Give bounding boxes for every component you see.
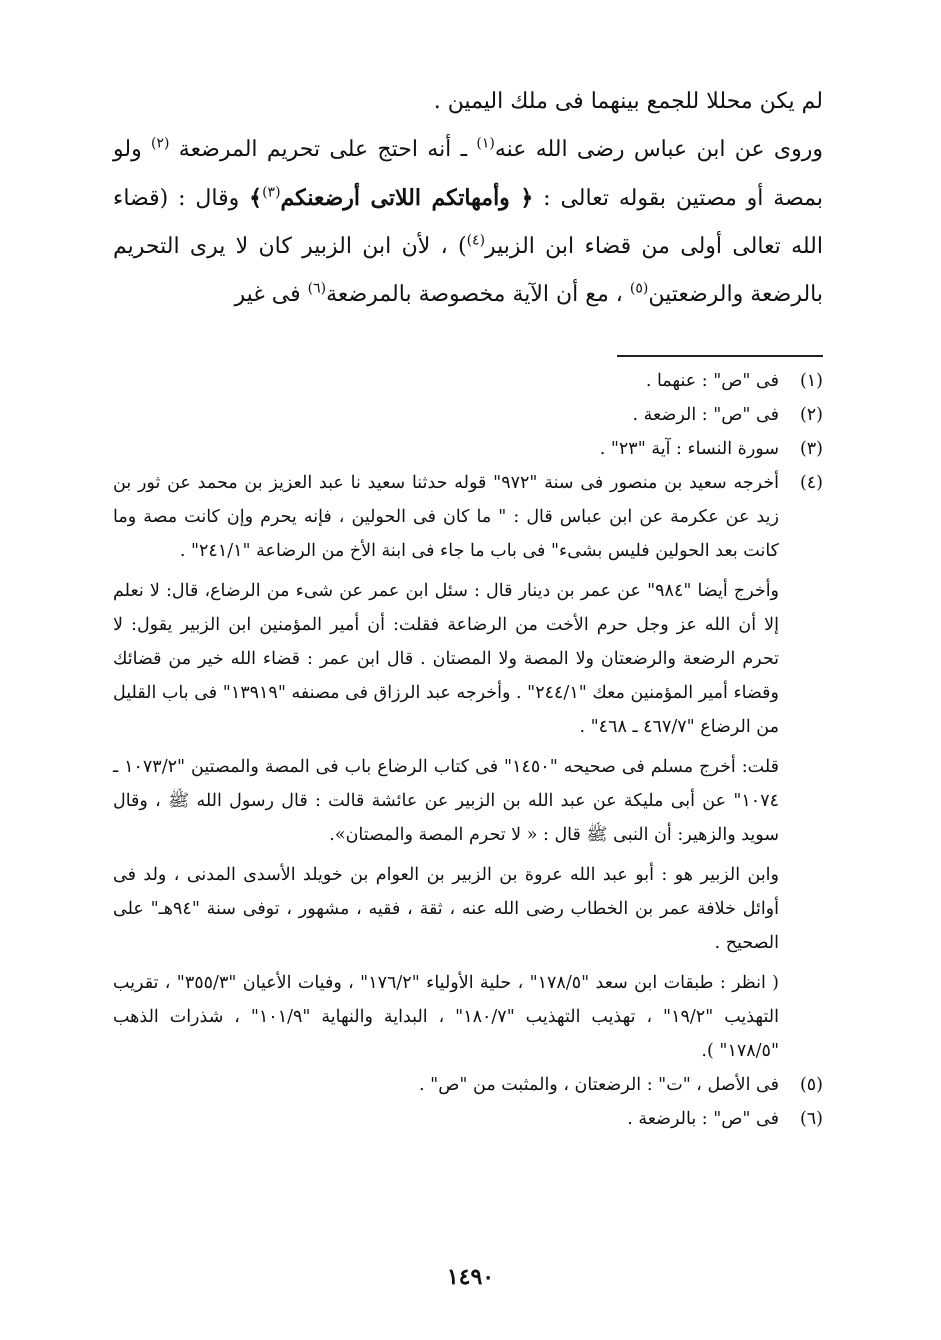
- footnote-text: وابن الزبير هو : أبو عبد الله عروة بن الزبير بن العوام بن خويلد الأسدى المدنى ، ولد فى أوائل خلافة عمر بن الخطاب رضى الله عنه ، ثقة ، فقيه ، مشهور ، توفى سنة "٩٤هـ" على الصحيح .: [113, 865, 779, 953]
- main-text: [113, 78, 823, 319]
- footnote-text: ( انظر : طبقات ابن سعد "١٧٨/٥" ، حلية الأولياء "١٧٦/٢" ، وفيات الأعيان "٣٥٥/٣" ، تقريب التهذيب "١٩/٢" ، تهذيب التهذيب "١٨٠/٧" ، البداية والنهاية "١٠١/٩" ، شذرات الذهب "١٧٨/٥" ).: [113, 973, 780, 1061]
- footnote-number: (٦): [799, 1109, 823, 1129]
- footnote-number: (٥): [799, 1075, 823, 1095]
- footnote: [113, 1068, 823, 1102]
- footnote-text: قلت: أخرج مسلم فى صحيحه "١٤٥٠" فى كتاب الرضاع باب فى المصة والمصتين "١٠٧٣/٢ ـ ١٠٧٤" عن أبى مليكة عن عبد الله بن الزبير عن عائشة قالت : قال رسول الله ﷺ ، وقال سويد والزهير: أن النبى ﷺ قال : « لا تحرم المصة والمصتان».: [113, 757, 779, 845]
- main-text-segment: ، مع أن الآية مخصوصة بالمرضعة: [326, 282, 630, 307]
- footnote-text: فى "ص" : عنهما .: [645, 371, 779, 391]
- footnote: [113, 432, 823, 466]
- footnote-text: سورة النساء : آية "٢٣" .: [599, 439, 779, 459]
- main-text-segment: ) ، لأن ابن الزبير كان لا يرى التحريم بالرضعة والرضعتين: [113, 234, 823, 307]
- footnote-number: (٤): [799, 473, 823, 493]
- main-text-line: لم يكن محللا للجمع بينهما فى ملك اليمين .: [433, 89, 823, 114]
- footnote-number: (٣): [799, 439, 823, 459]
- main-text-segment: ـ أنه احتج على تحريم المرضعة: [169, 137, 477, 162]
- footnotes: [113, 364, 823, 1136]
- footnote-ref: (٢): [151, 135, 170, 152]
- footnote: [113, 466, 823, 1068]
- footnote: [113, 1102, 823, 1136]
- footnote-number: (٢): [799, 405, 823, 425]
- footnote: [113, 364, 823, 398]
- footnote-text: وأخرج أيضا "٩٨٤" عن عمر بن دينار قال : سئل ابن عمر عن شىء من الرضاع، قال: لا نعلم إلا أن الله عز وجل حرم الأخت من الرضاعة فقلت: أن أمير المؤمنين ابن الزبير يقول: لا تحرم الرضعة والرضعتان ولا المصة ولا المصتان . قال ابن عمر : قضاء الله خير من قضائك وقضاء أمير المؤمنين معك "٢٤٤/١" . وأخرجه عبد الرزاق فى مصنفه "١٣٩١٩" فى باب القليل من الرضاع "٤٦٧/٧ ـ ٤٦٨" .: [113, 581, 780, 737]
- footnote-ref: (٣): [262, 184, 281, 201]
- footnote: [113, 398, 823, 432]
- page-number: ١٤٩٠: [446, 1264, 495, 1290]
- footnote-text: فى "ص" : الرضعة .: [632, 405, 779, 425]
- main-text-paragraph: [113, 126, 823, 319]
- footnote-ref: (١): [476, 135, 495, 152]
- footnote-text: فى "ص" : بالرضعة .: [627, 1109, 779, 1129]
- footnote-ref: (٥): [629, 280, 649, 297]
- footnote-text: فى الأصل ، "ت" : الرضعتان ، والمثبت من "ص" .: [419, 1075, 779, 1095]
- main-text-segment: وروى عن ابن عباس رضى الله عنه: [494, 137, 824, 162]
- main-text-segment: فى غير: [234, 282, 308, 307]
- footnote-number: (١): [799, 371, 823, 391]
- footnote-separator: [617, 355, 823, 357]
- quran-bracket: ﴾: [249, 185, 263, 211]
- footnote-ref: (٤): [466, 232, 486, 249]
- quran-verse: ﴿ وأمهاتكم اللاتى أرضعنكم: [280, 185, 534, 211]
- main-text-segment: وقال : (قضاء الله تعالى أولى من قضاء ابن الزبير: [113, 186, 823, 259]
- main-text-segment: ولو بمصة أو مصتين بقوله تعالى :: [113, 137, 823, 211]
- footnote-text: أخرجه سعيد بن منصور فى سنة "٩٧٢" قوله حدثنا سعيد نا عبد العزيز بن محمد عن ثور بن زيد عن عكرمة عن ابن عباس قال : " ما كان فى الحولين ، فإنه يحرم وإن كانت مصة وما كانت بعد الحولين فليس بشىء" فى باب ما جاء فى ابنة الأخ من الرضاعة "٢٤١/١" .: [113, 473, 779, 561]
- footnote-ref: (٦): [307, 280, 327, 297]
